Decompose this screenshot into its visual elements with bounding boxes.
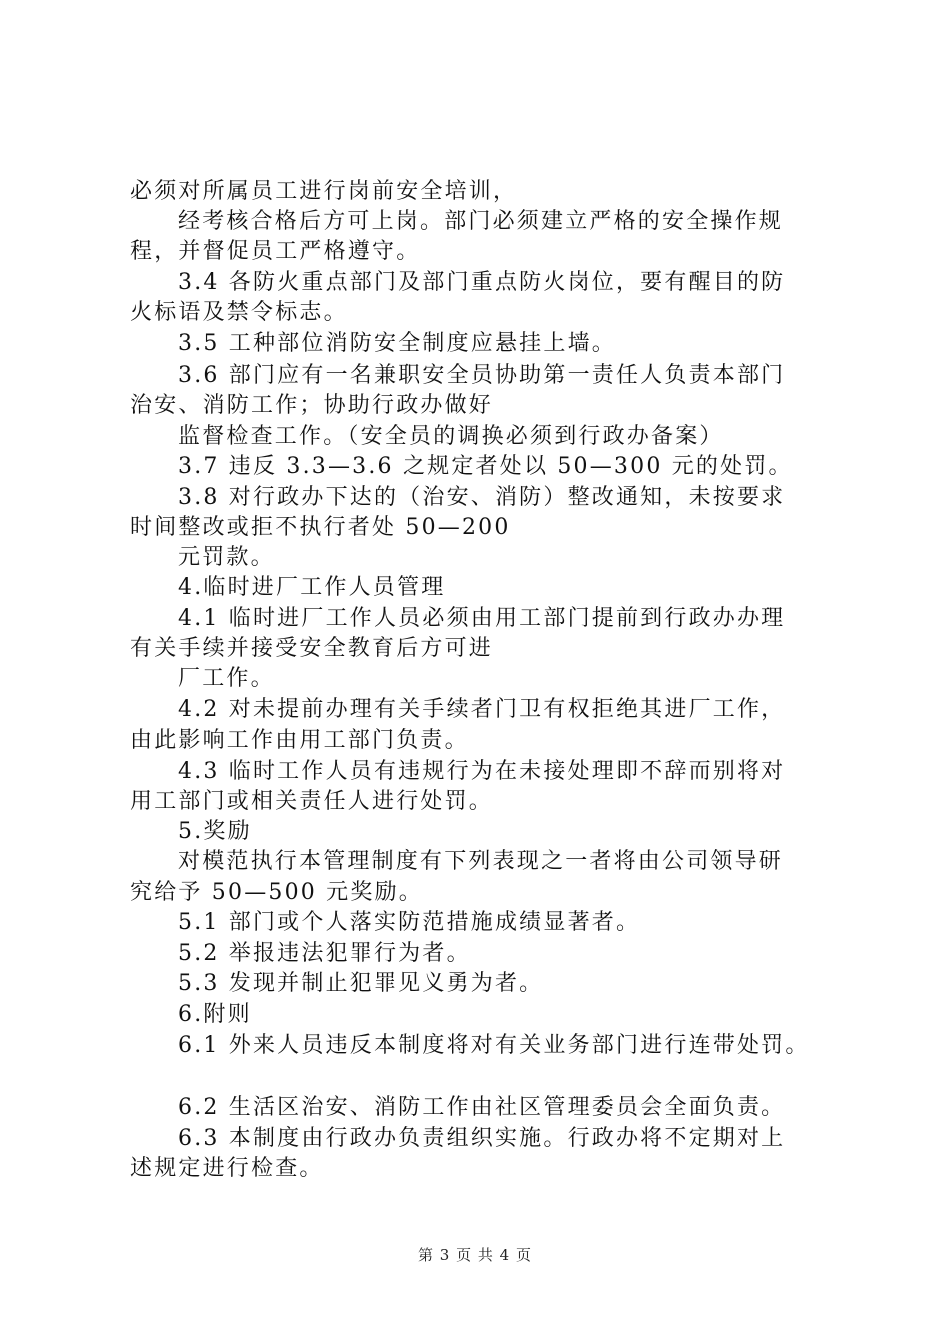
text-line-5: 火标语及禁令标志。 bbox=[130, 300, 348, 325]
text-line-15: 4.1 临时进厂工作人员必须由用工部门提前到行政办办理 bbox=[178, 606, 786, 631]
text-line-10: 3.7 违反 3.3—3.6 之规定者处以 50—300 元的处罚。 bbox=[178, 454, 793, 479]
text-line-17: 厂工作。 bbox=[178, 666, 275, 691]
text-line-29: 6.1 外来人员违反本制度将对有关业务部门进行连带处罚。 bbox=[178, 1033, 810, 1058]
text-line-8: 治安、消防工作；协助行政办做好 bbox=[130, 393, 494, 418]
text-line-22: 5.奖励 bbox=[178, 819, 252, 844]
text-line-13: 元罚款。 bbox=[178, 545, 275, 570]
text-line-31: 6.3 本制度由行政办负责组织实施。行政办将不定期对上 bbox=[178, 1126, 786, 1151]
text-line-20: 4.3 临时工作人员有违规行为在未接处理即不辞而别将对 bbox=[178, 759, 786, 784]
text-line-1: 必须对所属员工进行岗前安全培训， bbox=[130, 179, 518, 204]
text-line-21: 用工部门或相关责任人进行处罚。 bbox=[130, 789, 494, 814]
text-line-28: 6.附则 bbox=[178, 1002, 252, 1027]
page-number-footer: 第 3 页 共 4 页 bbox=[418, 1246, 532, 1264]
text-line-19: 由此影响工作由用工部门负责。 bbox=[130, 728, 469, 753]
text-line-25: 5.1 部门或个人落实防范措施成绩显著者。 bbox=[178, 910, 641, 935]
text-line-6: 3.5 工种部位消防安全制度应悬挂上墙。 bbox=[178, 331, 616, 356]
text-line-14: 4.临时进厂工作人员管理 bbox=[178, 575, 446, 600]
text-line-27: 5.3 发现并制止犯罪见义勇为者。 bbox=[178, 971, 544, 996]
text-line-2: 经考核合格后方可上岗。部门必须建立严格的安全操作规 bbox=[178, 209, 784, 234]
text-line-23: 对模范执行本管理制度有下列表现之一者将由公司领导研 bbox=[178, 849, 784, 874]
text-line-11: 3.8 对行政办下达的（治安、消防）整改通知，未按要求 bbox=[178, 485, 786, 510]
text-line-12: 时间整改或拒不执行者处 50—200 bbox=[130, 515, 511, 540]
text-line-4: 3.4 各防火重点部门及部门重点防火岗位，要有醒目的防 bbox=[178, 270, 786, 295]
text-line-3: 程，并督促员工严格遵守。 bbox=[130, 239, 421, 264]
text-line-26: 5.2 举报违法犯罪行为者。 bbox=[178, 941, 471, 966]
text-line-18: 4.2 对未提前办理有关手续者门卫有权拒绝其进厂工作， bbox=[178, 697, 786, 722]
text-line-16: 有关手续并接受安全教育后方可进 bbox=[130, 636, 494, 661]
text-line-30: 6.2 生活区治安、消防工作由社区管理委员会全面负责。 bbox=[178, 1095, 786, 1120]
text-line-9: 监督检查工作。（安全员的调换必须到行政办备案） bbox=[178, 424, 724, 449]
text-line-7: 3.6 部门应有一名兼职安全员协助第一责任人负责本部门 bbox=[178, 363, 786, 388]
text-line-24: 究给予 50—500 元奖励。 bbox=[130, 880, 423, 905]
text-line-32: 述规定进行检查。 bbox=[130, 1156, 324, 1181]
